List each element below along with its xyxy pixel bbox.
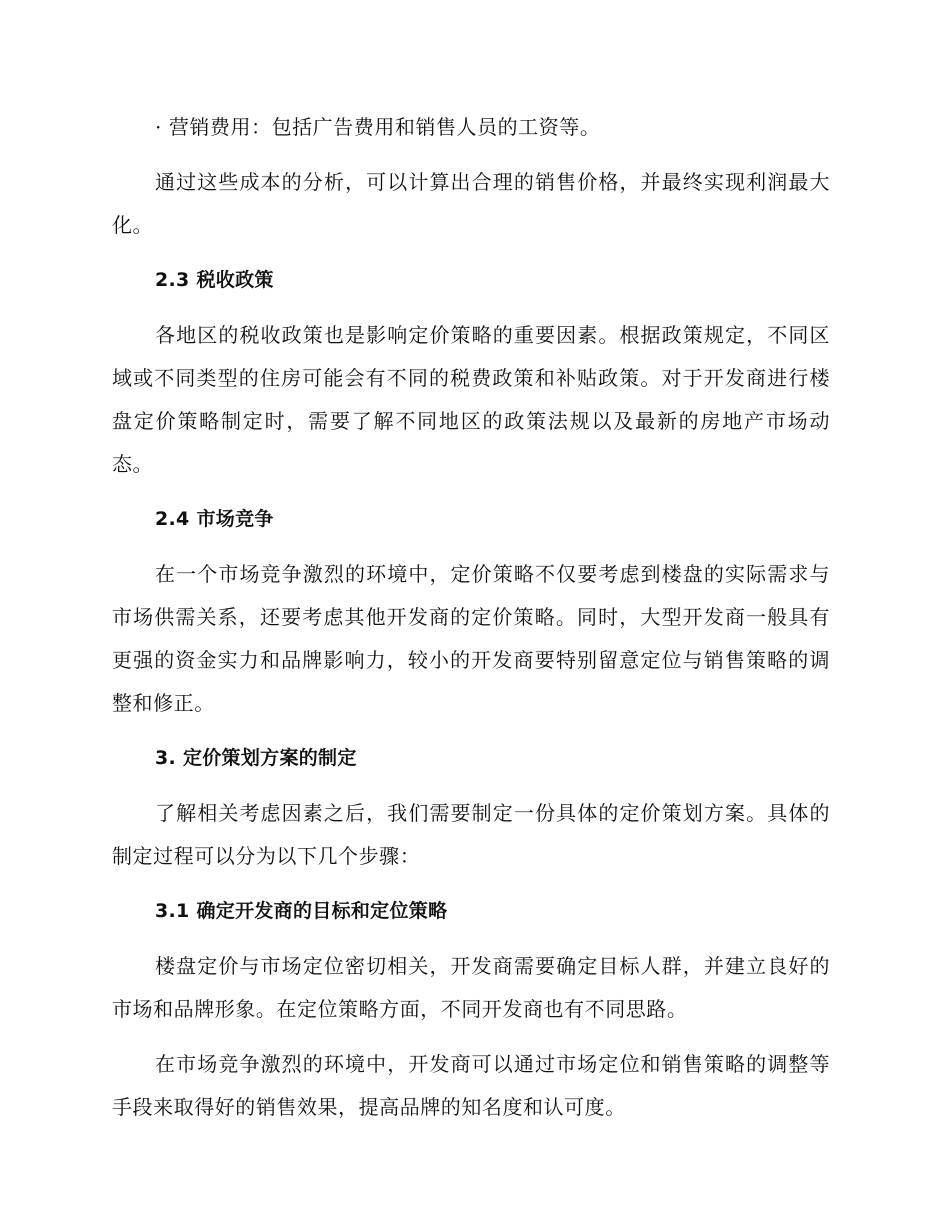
paragraph-brand: 在市场竞争激烈的环境中，开发商可以通过市场定位和销售策略的调整等手段来取得好的销售效果，提高品牌的知名度和认可度。 bbox=[112, 1052, 830, 1119]
paragraph-plan-intro: 了解相关考虑因素之后，我们需要制定一份具体的定价策划方案。具体的制定过程可以分为以下几个步骤： bbox=[112, 801, 830, 868]
paragraph-cost-summary: 通过这些成本的分析，可以计算出合理的销售价格，并最终实现利润最大化。 bbox=[112, 170, 830, 237]
section-heading-2-3: 2.3 税收政策 bbox=[155, 269, 274, 291]
bullet-marketing-cost: · 营销费用：包括广告费用和销售人员的工资等。 bbox=[155, 115, 601, 139]
paragraph-tax-policy: 各地区的税收政策也是影响定价策略的重要因素。根据政策规定，不同区域或不同类型的住房可能会有不同的税费政策和补贴政策。对于开发商进行楼盘定价策略制定时，需要了解不同地区的政策法规以及最新的房地产市场动态。 bbox=[112, 323, 830, 476]
section-heading-2-4: 2.4 市场竞争 bbox=[155, 508, 274, 530]
section-heading-3-1: 3.1 确定开发商的目标和定位策略 bbox=[155, 900, 448, 922]
section-heading-3: 3. 定价策划方案的制定 bbox=[155, 747, 357, 769]
paragraph-market-competition: 在一个市场竞争激烈的环境中，定价策略不仅要考虑到楼盘的实际需求与市场供需关系，还要考虑其他开发商的定价策略。同时，大型开发商一般具有更强的资金实力和品牌影响力，较小的开发商要特别留意定位与销售策略的调整和修正。 bbox=[112, 562, 830, 715]
document-page bbox=[112, 106, 830, 1129]
paragraph-positioning: 楼盘定价与市场定位密切相关，开发商需要确定目标人群，并建立良好的市场和品牌形象。在定位策略方面，不同开发商也有不同思路。 bbox=[112, 954, 830, 1021]
